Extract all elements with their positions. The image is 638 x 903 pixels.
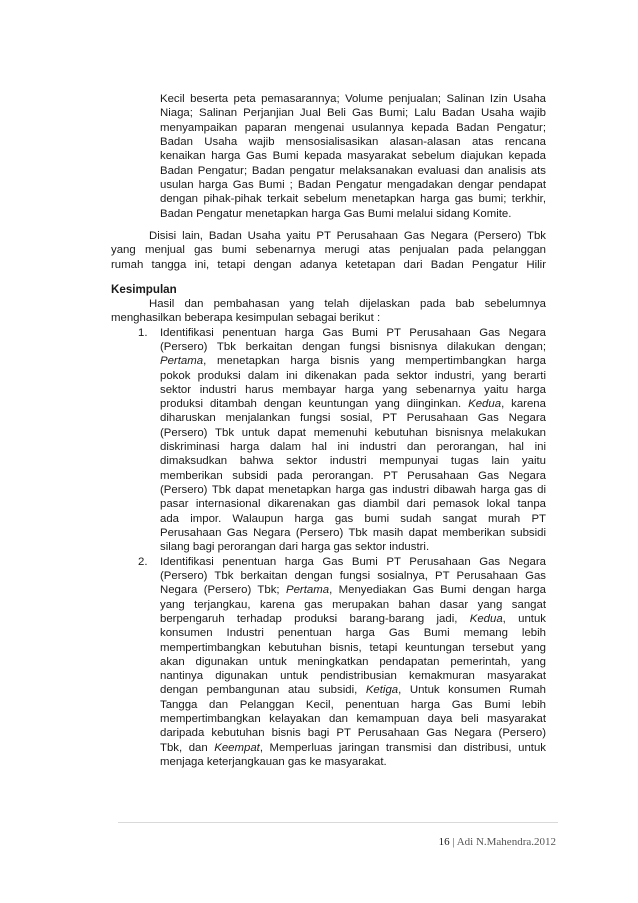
text-line: yang terjangkau, karena gas merupakan bahan dasar yang sangat: [160, 598, 546, 611]
text-line: kenaikan harga Gas Bumi kepada masyarakat sebelum diajukan kepada: [160, 150, 546, 163]
text-line: yang menjual gas bumi sebenarnya merugi atas penjualan pada pelanggan: [111, 244, 546, 257]
text-line: mempertimbangkan kebutuhan bisnis, tetapi keuntungan tersebut yang: [160, 641, 546, 654]
text-line: produksi ditambah dengan keuntungan yang diinginkan. Kedua, karena: [160, 398, 546, 411]
text-line: (Persero) Tbk untuk dapat memenuhi kebutuhan bisnisnya melakukan: [160, 426, 546, 439]
text-line: mempertimbangkan kelayakan dan kemampuan daya beli masyarakat: [160, 713, 546, 726]
text-line: Identifikasi penentuan harga Gas Bumi PT Perusahaan Gas Negara: [160, 326, 546, 339]
text-line: Tangga dan Pelanggan Kecil, penentuan harga Gas Bumi lebih: [160, 698, 546, 711]
text-line: (Persero) Tbk berkaitan dengan fungsi sosialnya, PT Perusahaan Gas: [160, 569, 546, 582]
text-line: Niaga; Salinan Perjanjian Jual Beli Gas Bumi; Lalu Badan Usaha wajib: [160, 107, 546, 120]
text-line: konsumen Industri penentuan harga Gas Bumi memang lebih: [160, 627, 546, 640]
text-line: Kecil beserta peta pemasarannya; Volume penjualan; Salinan Izin Usaha: [160, 93, 546, 105]
text-line: Negara (Persero) Tbk; Pertama, Menyediakan Gas Bumi dengan harga: [160, 584, 546, 597]
text-line: dengan pihak-pihak terkait sebelum menetapkan harga gas bumi; terkhir,: [160, 193, 546, 206]
footer-divider: [118, 822, 558, 823]
section-heading: Kesimpulan: [111, 282, 177, 296]
text-line: rumah tangga ini, tetapi dengan adanya ketetapan dari Badan Pengatur Hilir: [111, 258, 546, 271]
text-line: daripada kebutuhan bisnis bagi PT Perusahaan Gas Negara (Persero): [160, 727, 546, 740]
text-line: menyampaikan paparan mengenai usulannya kepada Badan Pengatur;: [160, 121, 546, 134]
text-line: Badan Pengatur menetapkan harga Gas Bumi melalui sidang Komite.: [160, 207, 512, 220]
text-line: Badan Usaha wajib mensosialisasikan alasan-alasan atas rencana: [160, 135, 546, 148]
text-line: nantinya digunakan untuk pendistribusian kemakmuran masyarakat: [160, 670, 546, 683]
text-line: dengan pembangunan atau subsidi, Ketiga, Untuk konsumen Rumah: [160, 684, 546, 697]
text-line: diharuskan menjalankan fungsi sosial, PT Perusahaan Gas Negara: [160, 412, 546, 425]
text-line: Pertama, menetapkan harga bisnis yang mempertimbangkan harga: [160, 355, 546, 368]
text-line: diskriminasi harga dalam hal ini industri dan perorangan, hal ini: [160, 441, 546, 454]
text-line: dimaksudkan bahwa sektor industri mempunyai tugas lain yaitu: [160, 455, 546, 468]
text-line: berpengaruh terhadap produksi barang-barang jadi, Kedua, untuk: [160, 612, 546, 625]
text-line: ada impor. Walaupun harga gas bumi sudah sangat murah PT: [160, 512, 546, 525]
text-line: (Persero) Tbk dapat menetapkan harga gas industri dibawah harga gas di: [160, 484, 546, 496]
text-line: Disisi lain, Badan Usaha yaitu PT Perusahaan Gas Negara (Persero) Tbk: [149, 229, 546, 242]
text-line: (Persero) Tbk berkaitan dengan fungsi bisnisnya dilakukan dengan;: [160, 340, 546, 353]
text-line: menghasilkan beberapa kesimpulan sebagai berikut :: [111, 312, 381, 325]
text-line: silang bagi perorangan dari harga gas sektor industri.: [160, 541, 430, 554]
text-line: Hasil dan pembahasan yang telah dijelaskan pada bab sebelumnya: [149, 297, 546, 310]
text-line: sektor industri harus membayar harga yang sebenarnya yaitu harga: [160, 383, 546, 396]
text-line: Badan Pengatur; Badan pengatur melaksanakan evaluasi dan analisis ats: [160, 164, 546, 177]
text-line: menjaga keterjangkauan gas ke masyarakat.: [160, 756, 387, 768]
page-footer: [439, 836, 556, 848]
footer-separator: |: [452, 836, 455, 848]
footer-author: Adi N.Mahendra.2012: [456, 836, 556, 848]
list-marker: 1.: [138, 326, 148, 339]
text-line: pokok produksi dalam ini dikenakan pada sektor industri, yang berarti: [160, 369, 546, 382]
text-line: akan digunakan untuk meningkatkan pendapatan pemerintah, yang: [160, 655, 546, 668]
text-line: usulan harga Gas Bumi ; Badan Pengatur mengadakan dengar pendapat: [160, 178, 546, 191]
text-line: Tbk, dan Keempat, Memperluas jaringan transmisi dan distribusi, untuk: [160, 741, 546, 754]
text-line: pasar internasional dikarenakan gas diambil dari pemasok lokal tanpa: [160, 498, 546, 511]
text-line: Identifikasi penentuan harga Gas Bumi PT Perusahaan Gas Negara: [160, 555, 546, 568]
text-line: memberikan subsidi pada perorangan. PT Perusahaan Gas Negara: [160, 469, 546, 482]
page-number: 16: [438, 836, 450, 848]
list-marker: 2.: [138, 555, 148, 568]
text-line: Perusahaan Gas Negara (Persero) Tbk masih dapat memberikan subsidi: [160, 526, 546, 539]
